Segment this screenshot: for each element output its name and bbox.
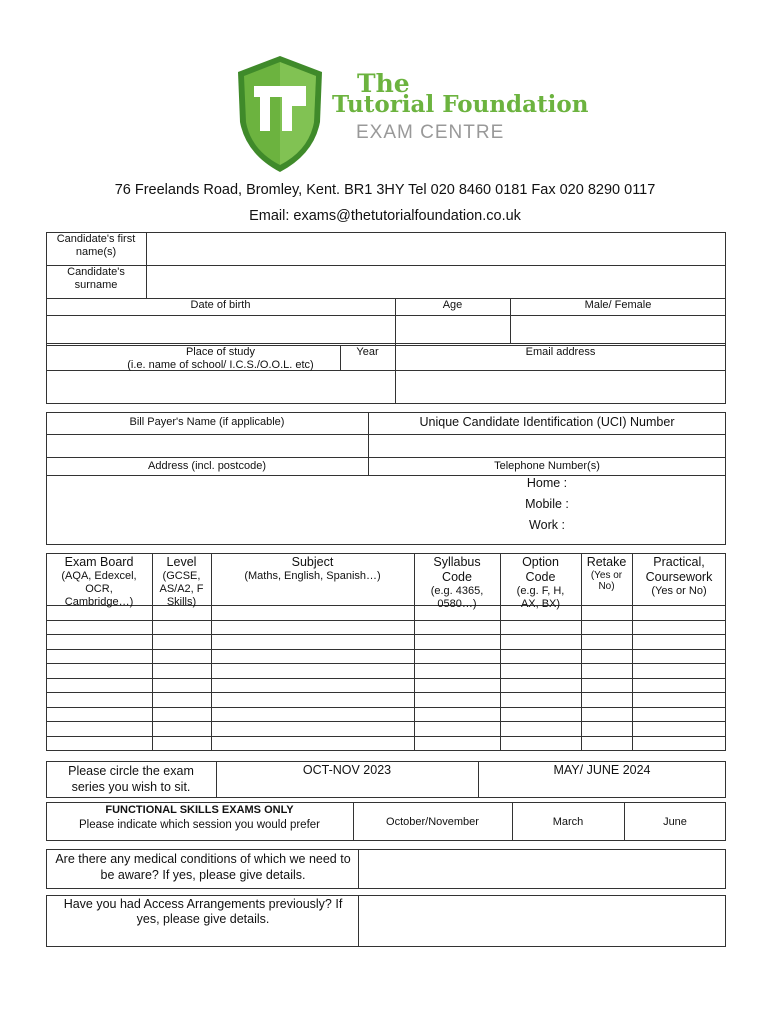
surname-field[interactable] [147, 266, 725, 297]
brand-name: Tutorial Foundation [332, 91, 589, 118]
column-header-option-code [500, 555, 581, 611]
gender-field[interactable] [511, 316, 725, 343]
age-field[interactable] [396, 316, 509, 343]
column-header-subject [211, 555, 414, 583]
mobile-label: Mobile : [525, 497, 569, 511]
dob-label: Date of birth [190, 299, 251, 311]
column-title: Exam Board [64, 555, 134, 569]
session-october-november[interactable]: October/November [386, 816, 479, 828]
column-header-syllabus-code [414, 555, 500, 611]
uci-field[interactable] [369, 435, 725, 456]
address-line: 76 Freelands Road, Bromley, Kent. BR1 3HY Tel 020 8460 0181 Fax 020 8290 0117 [114, 182, 656, 198]
place-of-study-line1: Place of study [185, 346, 256, 358]
column-title: Level [166, 555, 197, 569]
series-circle-label: Please circle the exam series you wish to sit. [68, 764, 194, 794]
telephone-label: Telephone Number(s) [494, 460, 600, 472]
column-header-exam-board [46, 555, 152, 609]
table-row[interactable] [47, 708, 725, 721]
column-sub: (AQA, Edexcel, OCR, Cambridge…) [61, 570, 137, 608]
shield-logo-icon [230, 52, 330, 177]
year-label: Year [356, 346, 379, 358]
home-label: Home : [526, 476, 568, 490]
age-label: Age [442, 299, 463, 311]
column-title: Subject [291, 555, 334, 569]
table-row[interactable] [47, 664, 725, 678]
bill-payer-label: Bill Payer's Name (if applicable) [129, 416, 285, 428]
functional-instruction: Please indicate which session you would prefer [79, 819, 320, 831]
work-label: Work : [529, 518, 565, 532]
place-of-study-field[interactable] [47, 371, 394, 403]
email-line: Email: exams@thetutorialfoundation.co.uk [249, 208, 521, 224]
column-sub: (Maths, English, Spanish…) [244, 570, 381, 582]
bill-payer-field[interactable] [47, 435, 367, 456]
uci-label: Unique Candidate Identification (UCI) Number [419, 415, 675, 429]
table-row[interactable] [47, 693, 725, 707]
brand-the: The [357, 69, 410, 98]
first-name-field[interactable] [147, 233, 725, 264]
column-sub: (e.g. 4365, 0580…) [430, 585, 484, 610]
table-row[interactable] [47, 737, 725, 750]
first-name-label: Candidate's first name(s) [56, 233, 136, 258]
session-june[interactable]: June [663, 816, 687, 828]
access-question: Have you had Access Arrangements previously? If yes, please give details. [63, 897, 343, 926]
table-row[interactable] [47, 650, 725, 663]
table-row[interactable] [47, 722, 725, 736]
surname-label: Candidate's surname [67, 266, 125, 291]
column-title: Practical, Coursework [645, 555, 713, 584]
dob-field[interactable] [47, 316, 394, 343]
email-field[interactable] [396, 371, 725, 403]
address-field[interactable] [47, 476, 367, 544]
functional-title: FUNCTIONAL SKILLS EXAMS ONLY [105, 804, 294, 816]
column-sub: (Yes or No) [651, 585, 707, 597]
column-sub: (GCSE, AS/A2, F Skills) [159, 570, 204, 608]
column-header-retake [581, 555, 632, 592]
email-label: Email address [525, 346, 596, 358]
medical-question: Are there any medical conditions of which we need to be aware? If yes, please give details. [55, 852, 351, 882]
table-row[interactable] [47, 679, 725, 692]
table-row[interactable] [47, 635, 725, 649]
medical-answer-field[interactable] [359, 850, 725, 888]
column-title: Option Code [522, 555, 559, 584]
column-sub: (Yes or No) [590, 570, 623, 592]
table-row[interactable] [47, 621, 725, 634]
brand-sub: EXAM CENTRE [356, 122, 505, 143]
series-option-may-june[interactable]: MAY/ JUNE 2024 [553, 763, 651, 777]
logo [230, 52, 330, 177]
gender-label: Male/ Female [584, 299, 652, 311]
column-sub: (e.g. F, H, AX, BX) [516, 585, 565, 610]
place-of-study-line2: (i.e. name of school/ I.C.S./O.O.L. etc) [127, 359, 314, 371]
column-header-practical [632, 555, 726, 598]
series-option-oct-nov[interactable]: OCT-NOV 2023 [302, 763, 392, 777]
address-label: Address (incl. postcode) [148, 460, 266, 472]
column-title: Syllabus Code [433, 555, 481, 584]
table-row[interactable] [47, 606, 725, 620]
access-answer-field[interactable] [359, 896, 725, 946]
column-header-level [152, 555, 211, 609]
column-title: Retake [586, 555, 627, 569]
session-march[interactable]: March [552, 816, 584, 828]
